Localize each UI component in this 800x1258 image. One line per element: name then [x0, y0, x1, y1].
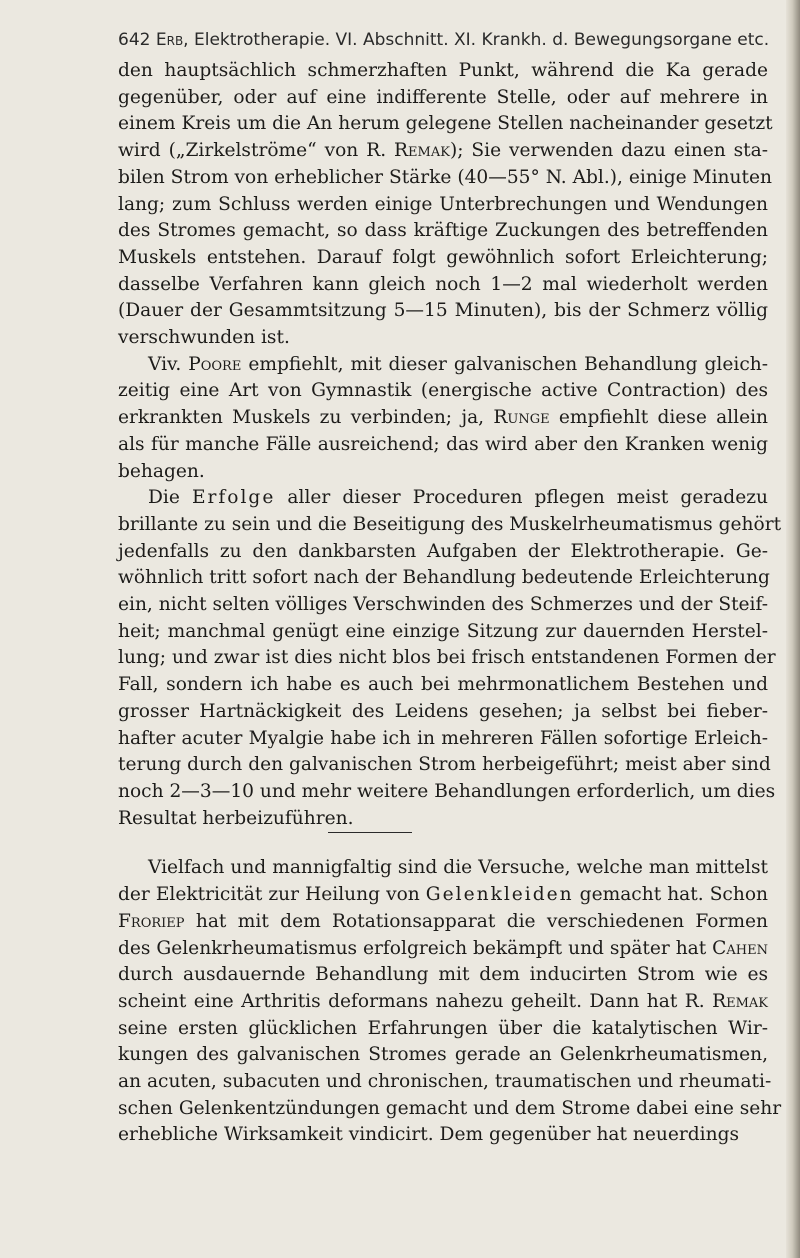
text-run: Vielfach und mannigfaltig sind die Versuche, welche man mittelst [148, 857, 768, 879]
text-run: als für manche Fälle ausreichend; das wird aber den Kranken wenig [118, 433, 768, 455]
text-run: Die [148, 487, 192, 509]
text-run: wird („Zirkelströme“ von R. [118, 140, 395, 162]
text-run: durch ausdauernde Behandlung mit dem inducirten Strom wie es [118, 964, 768, 986]
paragraph [118, 58, 773, 352]
text-line [118, 485, 768, 512]
text-line [118, 298, 768, 325]
text-run: Fall, sondern ich habe es auch bei mehrmonatlichem Bestehen und [118, 674, 768, 696]
text-run: heit; manchmal genügt eine einzige Sitzung zur dauernden Herstel- [118, 620, 768, 642]
text-line [118, 909, 768, 936]
text-run: erhebliche Wirksamkeit vindicirt. Dem gegenüber hat neuerdings [118, 1124, 740, 1146]
text-line [118, 539, 768, 566]
text-run: der Elektricität zur Heilung von [118, 884, 426, 906]
text-run: empfiehlt diese allein [549, 407, 769, 429]
text-line [118, 1016, 768, 1043]
text-run: zeitig eine Art von Gymnastik (energische active Contraction) des [118, 380, 768, 402]
text-run: wöhnlich tritt sofort nach der Behandlung bedeutende Erleichterung [118, 567, 770, 589]
text-line [118, 111, 773, 138]
text-line [118, 1122, 768, 1149]
text-run: Viv. [148, 353, 189, 375]
text-line [118, 1042, 768, 1069]
text-run: aller dieser Proceduren pflegen meist geradezu [275, 487, 768, 509]
author-name: Froriep [118, 910, 185, 932]
text-run: kungen des galvanischen Stromes gerade an Gelenkrheumatismen, [118, 1044, 768, 1066]
text-run: den hauptsächlich schmerzhaften Punkt, während die Ka gerade [118, 60, 768, 81]
text-run: grosser Hartnäckigkeit des Leidens gesehen; ja selbst bei fieber- [118, 700, 768, 722]
text-run: jedenfalls zu den dankbarsten Aufgaben der Elektrotherapie. Ge- [118, 540, 768, 562]
text-line [118, 192, 768, 219]
text-run: erkrankten Muskels zu verbinden; ja, [118, 407, 494, 429]
text-run: gemacht hat. Schon [573, 884, 768, 906]
text-line [118, 1096, 782, 1123]
text-run: gegenüber, oder auf eine indifferente Stelle, oder auf mehrere in [118, 86, 768, 108]
text-run: seine ersten glücklichen Erfahrungen über die katalytischen Wir- [118, 1017, 768, 1039]
spaced-emphasis: Gelenkleiden [425, 884, 574, 906]
text-line [118, 378, 768, 405]
text-line [118, 962, 768, 989]
text-line [118, 245, 768, 272]
text-line [118, 855, 768, 882]
running-header [118, 30, 768, 50]
text-run: hat mit dem Rotationsapparat die verschiedenen Formen [184, 910, 768, 932]
text-run: bilen Strom von erheblicher Stärke (40—55° N. Abl.), einige Minuten [118, 166, 772, 188]
text-line [118, 989, 768, 1016]
text-line [118, 325, 768, 352]
text-run: dasselbe Verfahren kann gleich noch 1—2 mal wiederholt werden [118, 273, 768, 295]
text-line [118, 645, 776, 672]
author-name: Runge [493, 407, 550, 429]
header-author: Erb [155, 30, 184, 50]
text-line [118, 752, 771, 779]
text-line [118, 405, 768, 432]
text-line [118, 882, 768, 909]
text-line [118, 565, 768, 592]
text-line [118, 726, 768, 753]
author-name: Remak [394, 140, 450, 162]
text-line [118, 138, 768, 165]
text-line [118, 779, 776, 806]
text-line [118, 218, 768, 245]
text-run: scheint eine Arthritis deformans nahezu geheilt. Dann hat R. [118, 990, 713, 1012]
author-name: Cahen [712, 937, 768, 959]
text-run: einem Kreis um die An herum gelegene Stellen nacheinander gesetzt [118, 113, 773, 135]
paragraph [118, 855, 782, 1149]
page-number: 642 [118, 30, 151, 50]
spaced-emphasis: Erfolge [191, 487, 276, 509]
text-run: behagen. [118, 460, 205, 482]
text-run: schen Gelenkentzündungen gemacht und dem Strome dabei eine sehr [118, 1097, 782, 1119]
text-line [118, 459, 768, 486]
text-run: (Dauer der Gesammtsitzung 5—15 Minuten), bis der Schmerz völlig [118, 300, 768, 322]
text-run: ein, nicht selten völliges Verschwinden des Schmerzes und der Steif- [118, 594, 768, 616]
text-run: verschwunden ist. [118, 327, 290, 349]
text-line [118, 672, 768, 699]
text-run: empfiehlt, mit dieser galvanischen Behandlung gleich- [241, 353, 768, 375]
text-run: brillante zu sein und die Beseitigung des Muskelrheumatismus gehört [118, 513, 782, 535]
text-line [118, 272, 768, 299]
text-run: des Stromes gemacht, so dass kräftige Zuckungen des betreffenden [118, 220, 768, 242]
body-text [118, 58, 782, 1149]
page-edge-shadow [786, 0, 800, 1258]
text-line [118, 165, 772, 192]
author-name: Poore [188, 353, 242, 375]
header-title: , Elektrotherapie. VI. Abschnitt. XI. Krankh. d. Bewegungsorgane etc. [183, 30, 770, 50]
text-line [118, 619, 768, 646]
author-name: Remak [712, 990, 768, 1012]
text-run: lang; zum Schluss werden einige Unterbrechungen und Wendungen [118, 193, 768, 215]
text-run: ); Sie verwenden dazu einen sta- [449, 140, 768, 162]
text-run: lung; und zwar ist dies nicht blos bei frisch entstandenen Formen der [118, 647, 776, 669]
text-line [118, 85, 768, 112]
section-gap [118, 833, 768, 855]
text-line [118, 58, 768, 85]
text-run: an acuten, subacuten und chronischen, traumatischen und rheumati- [118, 1071, 772, 1093]
paragraph [118, 485, 782, 832]
text-line [118, 699, 768, 726]
text-line [118, 432, 768, 459]
text-run: Resultat herbeizuführen. [118, 807, 354, 829]
text-line [118, 352, 768, 379]
text-run: des Gelenkrheumatismus erfolgreich bekämpft und später hat [118, 937, 713, 959]
text-run: Muskels entstehen. Darauf folgt gewöhnlich sofort Erleichterung; [118, 246, 768, 268]
text-line [118, 806, 768, 833]
text-line [118, 512, 782, 539]
text-line [118, 1069, 772, 1096]
paragraph [118, 352, 768, 486]
text-run: terung durch den galvanischen Strom herbeigeführt; meist aber sind [118, 754, 771, 776]
text-run: noch 2—3—10 und mehr weitere Behandlungen erforderlich, um dies [118, 780, 776, 802]
text-line [118, 936, 768, 963]
text-run: hafter acuter Myalgie habe ich in mehreren Fällen sofortige Erleich- [118, 727, 768, 749]
text-line [118, 592, 768, 619]
